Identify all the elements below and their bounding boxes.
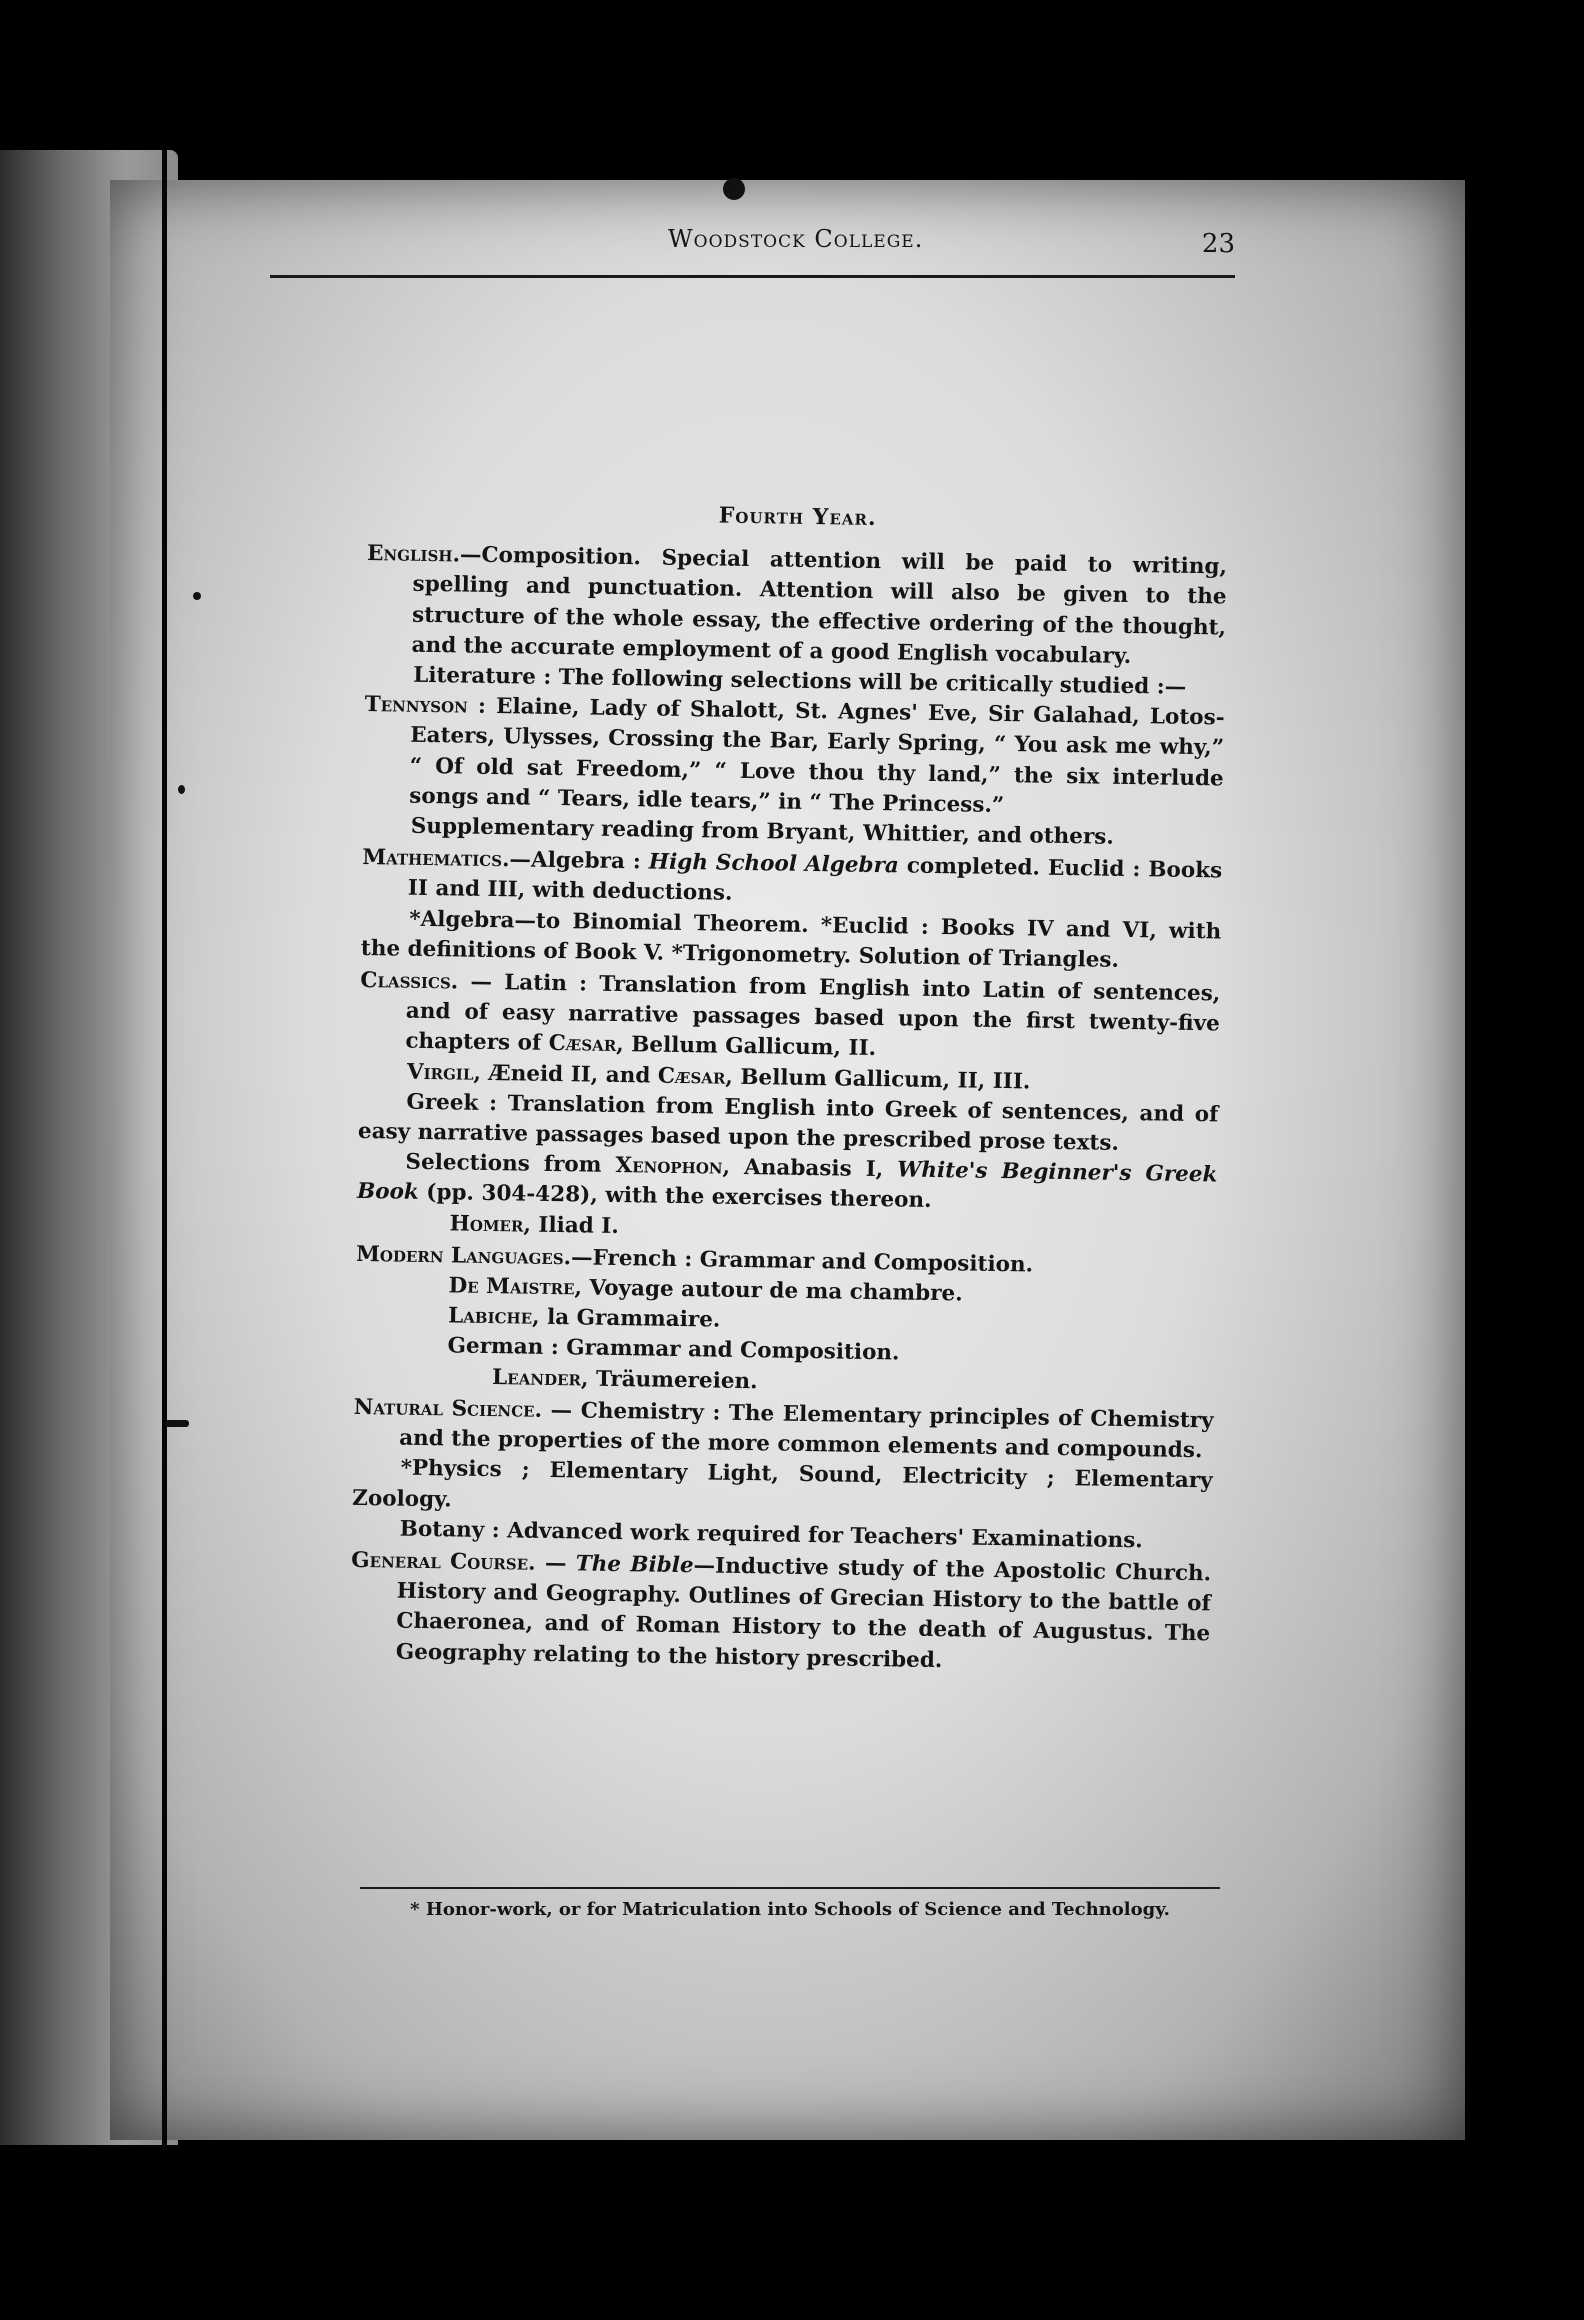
ink-speck [723, 178, 745, 200]
footnote-rule [360, 1887, 1220, 1889]
english-paragraph: English.—Composition. Special attention will be paid to writing, spelling and punctuation. Attention will also be given to the structure of the whole essay, the effective ordering of the thought, and the accurate employment of a good English vocabulary. [366, 541, 1228, 669]
ink-speck [165, 1420, 189, 1427]
literature-line: Literature : The following selections will be critically studied :— [412, 662, 1187, 700]
ink-speck [178, 785, 185, 794]
tennyson-paragraph: Tennyson : Elaine, Lady of Shalott, St. Agnes' Eve, Sir Galahad, Lotos-Eaters, Ulysses, Crossing the Bar, Early Spring, “ You ask me why,” “ Of old sat Freedom,” “ Love thou thy land,” the six interlude songs and “ Tears, idle tears,” in “ The Princess.” [364, 692, 1225, 818]
greek-line: Greek : Translation from English into Greek of sentences, and of easy narrative passages based upon the prescribed prose texts. [357, 1089, 1219, 1156]
footnote-text: * Honor-work, or for Matriculation into Schools of Science and Technology. [410, 1899, 1170, 1920]
demaistre-line: De Maistre, Voyage autour de ma chambre. [448, 1273, 963, 1307]
general-course-paragraph: General Course. — The Bible—Inductive study of the Apostolic Church. History and Geography. Outlines of Grecian History to the battle of Chaeronea, and of Roman History to the death of Augustus. The Geography relating to the history prescribed. [351, 1547, 1212, 1673]
modern-languages-label: Modern Languages. [355, 1241, 572, 1271]
running-head: Woodstock College. [668, 225, 924, 253]
leander-line: Leander, Träumereien. [491, 1364, 758, 1394]
supplementary-line: Supplementary reading from Bryant, Whittier, and others. [410, 813, 1115, 850]
book-gutter [162, 150, 167, 2150]
mathematics-honor-line: *Algebra—to Binomial Theorem. *Euclid : Books IV and VI, with the definitions of Book V. *Trigonometry. Solution of Triangles. [360, 906, 1222, 973]
footnote [360, 1887, 1220, 1920]
page-header [270, 225, 1235, 281]
homer-line: Homer, Iliad I. [449, 1211, 619, 1239]
mathematics-paragraph: Mathematics.—Algebra : High School Algebra completed. Euclid : Books II and III, with deductions. [362, 845, 1223, 907]
general-course-label: General Course. [351, 1547, 536, 1576]
classics-paragraph: Classics. — Latin : Translation from English into Latin of sentences, and of easy narrative passages based upon the first twenty-five chapters of Cæsar, Bellum Gallicum, II. [360, 967, 1221, 1062]
botany-line: Botany : Advanced work required for Teachers' Examinations. [399, 1516, 1143, 1554]
natural-science-paragraph: Natural Science. — Chemistry : The Elementary principles of Chemistry and the properties of the more common elements and compounds. [353, 1394, 1214, 1464]
ink-speck [193, 592, 201, 600]
section-title: Fourth Year. [718, 502, 877, 531]
physics-line: *Physics ; Elementary Light, Sound, Electricity ; Elementary Zoology. [352, 1455, 1213, 1512]
page-content [350, 495, 1228, 1680]
modern-languages-paragraph: Modern Languages.—French : Grammar and Composition. [355, 1241, 1034, 1278]
page-number: 23 [1201, 229, 1235, 259]
natural-science-label: Natural Science. [353, 1394, 543, 1423]
mathematics-label: Mathematics. [362, 845, 510, 873]
xenophon-line: Selections from Xenophon, Anabasis I, White's Beginner's Greek Book (pp. 304-428), with the exercises thereon. [356, 1149, 1218, 1214]
german-line: German : Grammar and Composition. [447, 1333, 900, 1366]
labiche-line: Labiche, la Grammaire. [447, 1303, 721, 1333]
classics-label: Classics. [360, 967, 459, 995]
virgil-line: Virgil, Æneid II, and Cæsar, Bellum Gallicum, II, III. [406, 1059, 1031, 1095]
header-rule [270, 275, 1235, 278]
english-label: English. [366, 541, 461, 568]
tennyson-label: Tennyson [364, 692, 469, 719]
